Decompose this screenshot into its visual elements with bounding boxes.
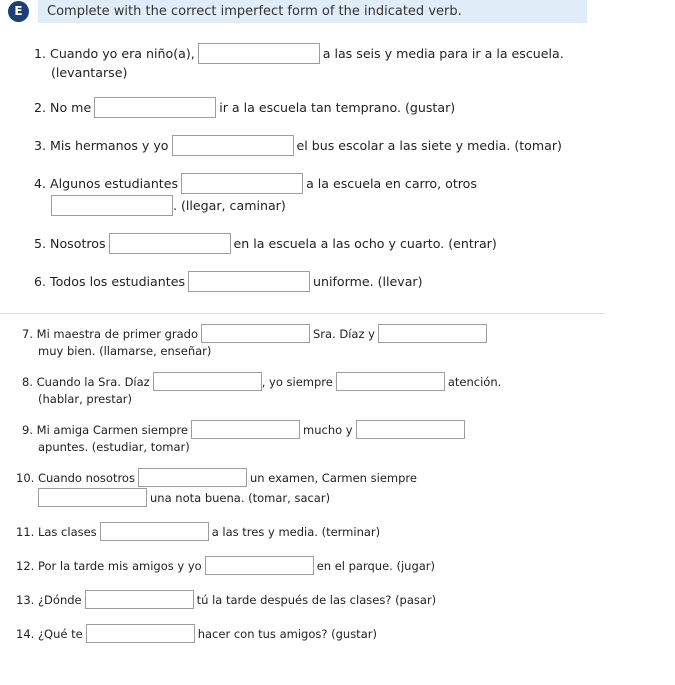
answer-input-5[interactable]: [109, 233, 231, 254]
item-7-cont: [38, 343, 211, 359]
answer-input-9a[interactable]: [191, 420, 300, 439]
answer-input-8a[interactable]: [153, 372, 262, 391]
item-text: Sra. Díaz y: [313, 326, 375, 341]
answer-input-9b[interactable]: [356, 420, 465, 439]
answer-input-10a[interactable]: [138, 468, 247, 487]
item-14: [16, 624, 377, 643]
item-number: 11.: [16, 524, 35, 539]
item-text: Cuando yo era niño(a),: [50, 45, 195, 61]
item-7: [22, 324, 490, 343]
item-8-cont: [38, 391, 132, 407]
item-6: [34, 271, 423, 292]
item-hint: apuntes. (estudiar, tomar): [38, 440, 190, 454]
item-1-cont: [51, 65, 127, 81]
item-text: No me: [50, 99, 92, 115]
item-11: [16, 522, 380, 541]
item-text: en el parque. (jugar): [316, 558, 436, 573]
item-5: [34, 233, 497, 254]
answer-input-6[interactable]: [188, 271, 310, 292]
item-number: 8.: [22, 374, 33, 389]
item-number: 14.: [16, 626, 35, 641]
item-text: atención.: [447, 374, 502, 389]
instruction-text: Complete with the correct imperfect form of the indicated verb.: [47, 4, 462, 19]
section-divider: [0, 313, 605, 314]
answer-input-4a[interactable]: [181, 173, 303, 194]
item-8: [22, 372, 501, 391]
item-4-cont: [48, 195, 286, 216]
item-hint: (levantarse): [51, 65, 128, 80]
answer-input-7a[interactable]: [201, 324, 310, 343]
answer-input-8b[interactable]: [336, 372, 445, 391]
item-hint: . (llegar, caminar): [173, 197, 286, 213]
item-number: 6.: [34, 273, 47, 289]
item-text: Todos los estudiantes: [50, 273, 186, 289]
item-hint: (hablar, prestar): [38, 392, 133, 406]
answer-input-13[interactable]: [85, 590, 194, 609]
item-text: hacer con tus amigos? (gustar): [197, 626, 377, 641]
item-text: tú la tarde después de las clases? (pasar): [196, 592, 437, 607]
item-text: mucho y: [303, 422, 353, 437]
item-number: 3.: [34, 137, 47, 153]
item-text: ¿Dónde: [37, 592, 82, 607]
item-text: Por la tarde mis amigos y yo: [37, 558, 202, 573]
item-number: 5.: [34, 235, 47, 251]
item-number: 9.: [22, 422, 33, 437]
answer-input-4b[interactable]: [51, 195, 173, 216]
item-number: 12.: [16, 558, 35, 573]
item-text: uniforme. (llevar): [313, 273, 423, 289]
answer-input-2[interactable]: [94, 97, 216, 118]
item-10-cont: [35, 488, 330, 507]
item-text: a las tres y media. (terminar): [211, 524, 381, 539]
instruction-header: [14, 0, 587, 23]
item-text: Mi maestra de primer grado: [36, 326, 198, 341]
item-number: 1.: [34, 45, 47, 61]
item-10: [16, 468, 417, 487]
item-text: ir a la escuela tan temprano. (gustar): [219, 99, 456, 115]
item-text: Nosotros: [50, 235, 106, 251]
answer-input-14[interactable]: [86, 624, 195, 643]
item-hint: una nota buena. (tomar, sacar): [150, 490, 331, 505]
item-text: a las seis y media para ir a la escuela.: [322, 45, 564, 61]
item-9-cont: [38, 439, 190, 455]
item-9: [22, 420, 468, 439]
item-text: un examen, Carmen siempre: [249, 470, 417, 485]
item-12: [16, 556, 435, 575]
item-hint: muy bien. (llamarse, enseñar): [38, 344, 212, 358]
item-13: [16, 590, 436, 609]
item-number: 13.: [16, 592, 35, 607]
answer-input-3[interactable]: [172, 135, 294, 156]
item-text: en la escuela a las ocho y cuarto. (entrar): [233, 235, 497, 251]
item-text: Cuando nosotros: [37, 470, 135, 485]
item-text: , yo siempre: [261, 374, 333, 389]
item-text: Cuando la Sra. Díaz: [36, 374, 150, 389]
item-text: Mi amiga Carmen siempre: [36, 422, 188, 437]
item-text: a la escuela en carro, otros: [306, 175, 477, 191]
item-text: Mis hermanos y yo: [50, 137, 169, 153]
item-number: 2.: [34, 99, 47, 115]
answer-input-11[interactable]: [100, 522, 209, 541]
item-text: Algunos estudiantes: [50, 175, 179, 191]
item-1: [34, 43, 564, 64]
item-3: [34, 135, 562, 156]
answer-input-10b[interactable]: [38, 488, 147, 507]
item-2: [34, 97, 455, 118]
answer-input-12[interactable]: [205, 556, 314, 575]
answer-input-1a[interactable]: [198, 43, 320, 64]
answer-input-7b[interactable]: [378, 324, 487, 343]
item-number: 10.: [16, 470, 35, 485]
item-text: ¿Qué te: [37, 626, 83, 641]
item-number: 4.: [34, 175, 47, 191]
item-text: el bus escolar a las siete y media. (tomar): [296, 137, 562, 153]
item-4: [34, 173, 477, 194]
item-number: 7.: [22, 326, 33, 341]
item-text: Las clases: [37, 524, 97, 539]
section-badge: E: [8, 1, 29, 22]
